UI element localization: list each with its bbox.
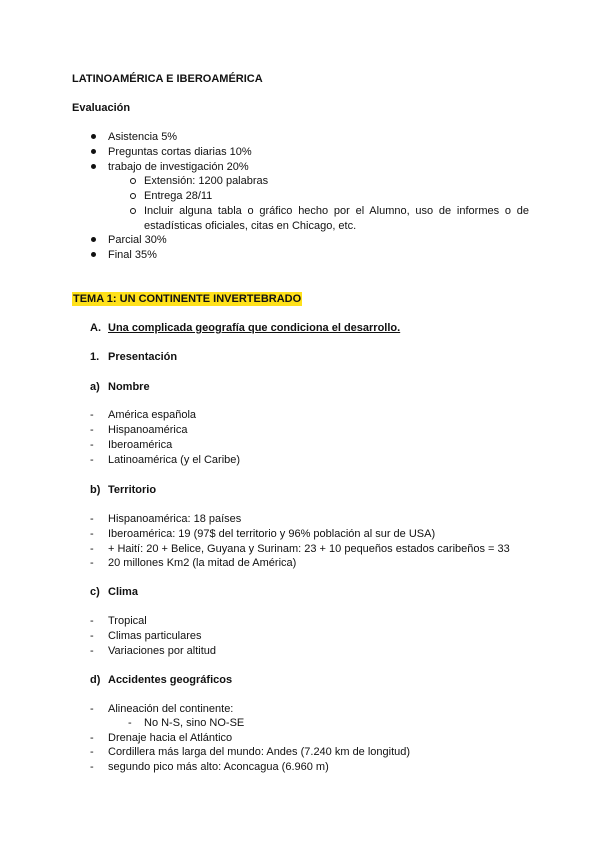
dash-icon: - xyxy=(90,439,94,451)
subsection-nombre-heading: Nombre xyxy=(108,381,150,393)
list-item: Climas particulares xyxy=(108,630,202,642)
dash-icon: - xyxy=(90,557,94,569)
list-item: trabajo de investigación 20% xyxy=(108,161,249,173)
document-title: LATINOAMÉRICA E IBEROAMÉRICA xyxy=(72,73,263,85)
dash-icon: - xyxy=(90,424,94,436)
evaluacion-heading: Evaluación xyxy=(72,102,131,114)
dash-icon: - xyxy=(90,630,94,642)
dash-icon: - xyxy=(90,528,94,540)
subsection-b-marker: b) xyxy=(90,484,101,496)
dash-icon: - xyxy=(90,645,94,657)
list-item: Preguntas cortas diarias 10% xyxy=(108,146,252,158)
dash-icon: - xyxy=(90,409,94,421)
dash-icon: - xyxy=(90,615,94,627)
sub-bullet-icon xyxy=(130,208,136,214)
list-item: Cordillera más larga del mundo: Andes (7.240 km de longitud) xyxy=(108,746,411,758)
section-a-title: Una complicada geografía que condiciona el desarrollo. xyxy=(108,322,401,334)
dash-icon: - xyxy=(90,746,94,758)
list-item: Hispanoamérica: 18 países xyxy=(108,513,242,525)
list-item: Alineación del continente: xyxy=(108,703,234,715)
dash-icon: - xyxy=(128,717,132,729)
list-item: Latinoamérica (y el Caribe) xyxy=(108,454,241,466)
bullet-icon xyxy=(91,134,96,139)
subsection-d-marker: d) xyxy=(90,674,101,686)
list-subitem: No N-S, sino NO-SE xyxy=(144,717,245,729)
list-subitem: Extensión: 1200 palabras xyxy=(144,175,269,187)
dash-icon: - xyxy=(90,732,94,744)
section-1-marker: 1. xyxy=(90,351,100,363)
list-item: Drenaje hacia el Atlántico xyxy=(108,732,233,744)
list-item: Parcial 30% xyxy=(108,234,167,246)
list-item: Hispanoamérica xyxy=(108,424,188,436)
list-subitem: Incluir alguna tabla o gráfico hecho por el Alumno, uso de informes o de xyxy=(144,205,529,217)
subsection-territorio-heading: Territorio xyxy=(108,484,157,496)
tema-heading xyxy=(72,293,302,306)
bullet-icon xyxy=(91,164,96,169)
bullet-icon xyxy=(91,237,96,242)
sub-bullet-icon xyxy=(130,178,136,184)
bullet-icon xyxy=(91,149,96,154)
dash-icon: - xyxy=(90,761,94,773)
list-item: Final 35% xyxy=(108,249,157,261)
list-subitem: Entrega 28/11 xyxy=(144,190,213,202)
dash-icon: - xyxy=(90,703,94,715)
section-1-title: Presentación xyxy=(108,351,178,363)
subsection-c-marker: c) xyxy=(90,586,100,598)
list-item: Asistencia 5% xyxy=(108,131,178,143)
list-item: Variaciones por altitud xyxy=(108,645,217,657)
dash-icon: - xyxy=(90,513,94,525)
dash-icon: - xyxy=(90,454,94,466)
tema-highlight: TEMA 1: UN CONTINENTE INVERTEBRADO xyxy=(73,293,302,305)
list-item: 20 millones Km2 (la mitad de América) xyxy=(108,557,297,569)
list-item: Iberoamérica: 19 (97$ del territorio y 96% población al sur de USA) xyxy=(108,528,436,540)
list-item: Tropical xyxy=(108,615,147,627)
list-item: Iberoamérica xyxy=(108,439,173,451)
bullet-icon xyxy=(91,252,96,257)
subsection-clima-heading: Clima xyxy=(108,586,138,598)
sub-bullet-icon xyxy=(130,193,136,199)
section-a-marker: A. xyxy=(90,322,101,334)
list-item: segundo pico más alto: Aconcagua (6.960 m) xyxy=(108,761,329,773)
list-subitem-continuation: estadísticas oficiales, citas en Chicago, etc. xyxy=(144,220,357,232)
subsection-accidentes-heading: Accidentes geográficos xyxy=(108,674,233,686)
list-item: + Haití: 20 + Belice, Guyana y Surinam: 23 + 10 pequeños estados caribeños = 33 xyxy=(108,543,510,555)
subsection-a-marker: a) xyxy=(90,381,100,393)
dash-icon: - xyxy=(90,543,94,555)
list-item: América española xyxy=(108,409,197,421)
